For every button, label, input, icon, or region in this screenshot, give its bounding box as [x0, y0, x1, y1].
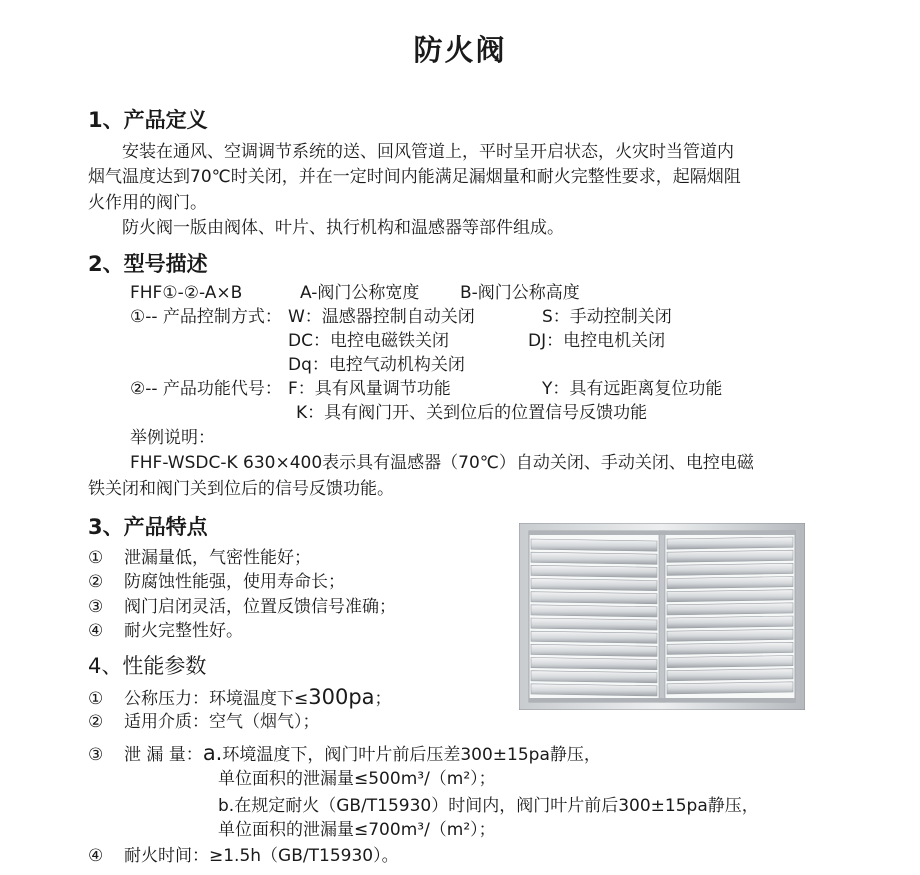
- feature-text: 阀门启闭灵活，位置反馈信号准确；: [124, 597, 396, 617]
- perf-leakage-a2: 单位面积的泄漏量≤500m³/（m²）；: [218, 769, 496, 789]
- damper-blade: [531, 565, 657, 577]
- damper-blade: [667, 603, 793, 615]
- feature-item: [88, 547, 311, 569]
- perf-number: ③: [88, 745, 104, 765]
- control-dj: DJ：电控电机关闭: [528, 331, 666, 351]
- page-title: 防火阀: [413, 33, 507, 67]
- example-label: 举例说明：: [130, 428, 215, 448]
- model-a-desc: A-阀门公称宽度: [300, 283, 420, 303]
- section-heading-performance: 4、性能参数: [88, 654, 207, 678]
- damper-blade: [667, 682, 793, 694]
- damper-blade: [531, 552, 657, 564]
- perf-text: 适用介质：空气（烟气）；: [124, 712, 320, 732]
- feature-text: 耐火完整性好。: [124, 621, 243, 641]
- feature-number: ②: [88, 572, 104, 592]
- perf-item-pressure: [88, 684, 392, 712]
- perf-number: ④: [88, 846, 104, 866]
- perf-text: 公称压力：环境温度下≤: [124, 689, 309, 709]
- perf-item-medium: [88, 711, 320, 733]
- example-line-1: FHF-WSDC-K 630×400表示具有温感器（70℃）自动关闭、手动关闭、电控电磁: [130, 453, 754, 473]
- model-b-desc: B-阀门公称高度: [460, 283, 580, 303]
- perf-number: ①: [88, 689, 104, 709]
- damper-blade: [667, 629, 793, 641]
- function-y: Y：具有远距离复位功能: [542, 379, 723, 399]
- damper-bottom-rail: [529, 698, 795, 702]
- perf-leakage-b2: 单位面积的泄漏量≤700m³/（m²）；: [218, 820, 496, 840]
- function-code-label: ②-- 产品功能代号：: [130, 379, 282, 399]
- perf-label: 泄 漏 量：: [124, 745, 203, 765]
- definition-paragraph-2: 防火阀一版由阀体、叶片、执行机构和温感器等部件组成。: [122, 218, 564, 238]
- feature-number: ①: [88, 548, 104, 568]
- control-dc: DC：电控电磁铁关闭: [288, 331, 449, 351]
- damper-blade: [531, 658, 657, 670]
- damper-center-post: [659, 531, 665, 702]
- feature-text: 防腐蚀性能强，使用寿命长；: [124, 572, 345, 592]
- damper-top-rail: [529, 531, 795, 535]
- perf-end: ；: [374, 689, 392, 709]
- damper-blade: [667, 563, 793, 575]
- feature-item: [88, 571, 345, 593]
- damper-blade: [667, 669, 793, 681]
- feature-item: [88, 620, 243, 642]
- damper-blade: [531, 684, 657, 696]
- perf-item-leakage: [88, 740, 601, 768]
- control-mode-label: ①-- 产品控制方式：: [130, 307, 282, 327]
- damper-blade: [667, 550, 793, 562]
- definition-line-1: 安装在通风、空调调节系统的送、回风管道上，平时呈开启状态，火灾时当管道内: [122, 142, 734, 162]
- damper-blade: [531, 579, 657, 591]
- example-line-2: 铁关闭和阀门关到位后的信号反馈功能。: [88, 479, 394, 499]
- perf-a-prefix: a.: [202, 741, 223, 765]
- perf-number: ②: [88, 712, 104, 732]
- feature-number: ④: [88, 621, 104, 641]
- damper-blade: [667, 590, 793, 602]
- perf-leakage-b: b.在规定耐火（GB/T15930）时间内，阀门叶片前后300±15pa静压，: [218, 796, 759, 816]
- damper-blade: [667, 577, 793, 589]
- model-code: FHF①-②-A×B: [130, 283, 243, 303]
- control-dq: Dq：电控气动机构关闭: [288, 355, 465, 375]
- damper-blade: [667, 656, 793, 668]
- control-w: W：温感器控制自动关闭: [288, 307, 475, 327]
- section-heading-features: 3、产品特点: [88, 515, 208, 539]
- function-f: F：具有风量调节功能: [288, 379, 451, 399]
- section-heading-model: 2、型号描述: [88, 252, 208, 276]
- perf-text: 耐火时间：≥1.5h（GB/T15930）。: [124, 846, 399, 866]
- damper-blade: [531, 618, 657, 630]
- damper-blade: [531, 605, 657, 617]
- section-heading-definition: 1、产品定义: [88, 108, 208, 132]
- control-s: S：手动控制关闭: [542, 307, 672, 327]
- perf-pressure-value: 300pa: [308, 685, 375, 709]
- damper-blade: [531, 631, 657, 643]
- damper-blade: [531, 539, 657, 551]
- damper-blade: [531, 592, 657, 604]
- fire-damper-image: [519, 523, 805, 710]
- damper-blade: [667, 537, 793, 549]
- damper-blade: [667, 616, 793, 628]
- feature-item: [88, 596, 396, 618]
- perf-text: 环境温度下，阀门叶片前后压差300±15pa静压，: [222, 745, 601, 765]
- definition-line-3: 火作用的阀门。: [88, 193, 207, 213]
- function-k: K：具有阀门开、关到位后的位置信号反馈功能: [296, 403, 648, 423]
- definition-line-2: 烟气温度达到70℃时关闭，并在一定时间内能满足漏烟量和耐火完整性要求，起隔烟阻: [88, 167, 741, 187]
- feature-text: 泄漏量低，气密性能好；: [124, 548, 311, 568]
- perf-item-fire-time: [88, 845, 399, 867]
- damper-blade: [667, 642, 793, 654]
- feature-number: ③: [88, 597, 104, 617]
- damper-blade: [531, 671, 657, 683]
- damper-blade: [531, 644, 657, 656]
